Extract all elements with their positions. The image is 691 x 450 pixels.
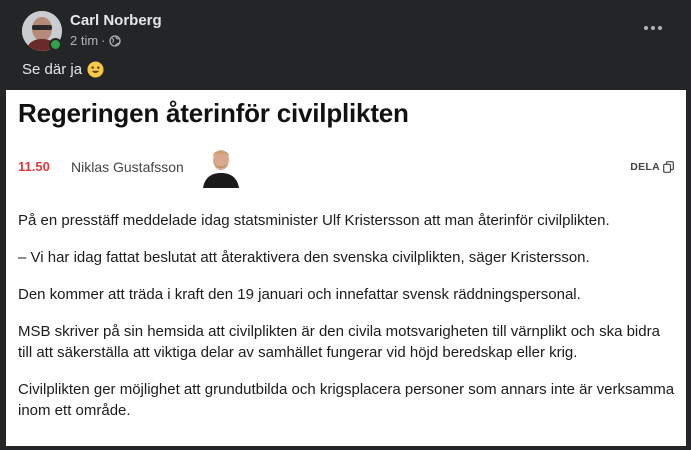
smiling-face-icon [87,61,104,78]
shared-article-screenshot[interactable] [6,90,686,446]
online-status-dot [49,38,62,51]
reporter-avatar [201,146,241,188]
globe-icon[interactable] [109,35,121,47]
author-name[interactable]: Carl Norberg [70,12,162,29]
article-time: 11.50 [18,159,50,174]
more-dot-icon [658,26,662,30]
article-headline: Regeringen återinför civilplikten [18,98,409,128]
meta-separator: · [101,33,106,48]
share-button[interactable] [630,161,674,173]
copy-icon [663,161,674,173]
post-caption: Se där ja [22,61,83,78]
article-paragraph: Civilplikten ger möjlighet att grundutbilda och krigsplacera personer som annars inte är verksamma inom ett område. [18,381,675,419]
post-text [22,61,104,78]
article-paragraph: Den kommer att träda i kraft den 19 januari och innefattar svensk räddningspersonal. [18,286,581,303]
article-paragraph: – Vi har idag fattat beslutat att återaktivera den svenska civilplikten, säger Kristersson. [18,249,590,266]
reporter-name: Niklas Gustafsson [71,159,184,175]
share-label: DELA [630,161,660,173]
more-dot-icon [651,26,655,30]
post-meta [70,33,121,48]
more-dot-icon [644,26,648,30]
post-time[interactable]: 2 tim [70,33,99,48]
article-body [18,210,678,437]
post-header [0,0,691,60]
more-options-button[interactable] [641,18,665,38]
article-paragraph: MSB skriver på sin hemsida att civilplikten är den civila motsvarigheten till värnplikt och ska bidra till att säkerställa att viktiga delar av samhället fungerar vid höjd beredskap eller krig. [18,323,660,361]
article-paragraph: På en presstäff meddelade idag statsminister Ulf Kristersson att man återinför civilplikten. [18,212,610,229]
